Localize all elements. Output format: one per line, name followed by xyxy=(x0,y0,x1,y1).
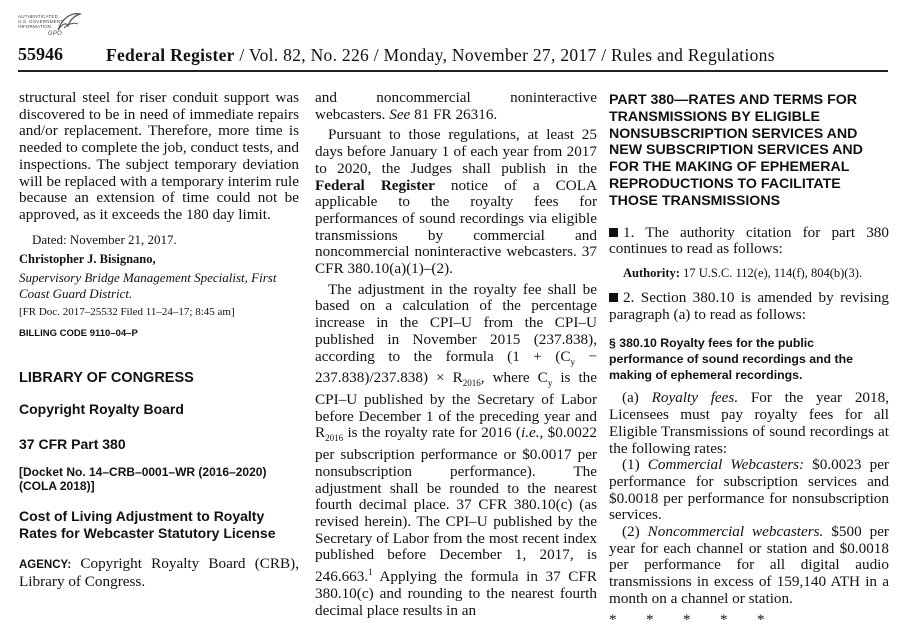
page-header xyxy=(18,44,888,72)
citation-text: / Vol. 82, No. 226 / Monday, November 27, 2017 / Rules and Regulations xyxy=(234,45,775,65)
text-run: (2) xyxy=(622,523,648,541)
ellipsis-stars xyxy=(609,612,889,629)
board-heading: Copyright Royalty Board xyxy=(19,401,184,418)
body-paragraph xyxy=(315,282,597,620)
text-run-italic: i.e., xyxy=(520,424,544,442)
text-run: and noncommercial noninteractive webcasters. xyxy=(315,89,597,123)
paragraph-1 xyxy=(609,457,889,524)
text-run: notice of a COLA applicable to the royalty fees for performances of sound recordings via eligible transmissions by commercial and noncommercial noninteractive webcasters. 37 CFR 380.10(a)(1)–(2). xyxy=(315,176,598,278)
dated-line: Dated: November 21, 2017. xyxy=(32,231,177,247)
amendment-bullet-icon xyxy=(609,228,618,237)
body-paragraph: structural steel for riser conduit support was discovered to be in need of immediate repairs and/or replacement. Therefore, more time is needed to complete the job, conduct tests, and inspections. The subject temporary deviation will be replaced with a temporary interim rule because an extension of time could not be approved, as it exceeds the 180 day limit. xyxy=(19,89,299,223)
text-run: is the royalty rate for 2016 ( xyxy=(343,424,521,442)
paragraph-2 xyxy=(609,524,889,608)
header-citation xyxy=(106,45,775,66)
fr-doc-line: [FR Doc. 2017–25532 Filed 11–24–17; 8:45 am] xyxy=(19,306,235,319)
logo-line: INFORMATION xyxy=(18,24,52,29)
section-heading: § 380.10 Royalty fees for the public performance of sound recordings and the making of ephemeral recordings. xyxy=(609,336,853,383)
text-run: The adjustment in the royalty fee shall be based on a calculation of the percentage increase in the CPI–U from the CPI–U published in November 2015 (237.838), according to the formula (1 + (C xyxy=(315,280,597,365)
authority-label: Authority: xyxy=(623,265,680,280)
text-run: (a) xyxy=(622,389,652,407)
subscript: 2016 xyxy=(462,378,481,389)
text-run-italic: Royalty fees. xyxy=(651,389,739,407)
gpo-authentication-logo xyxy=(18,10,88,44)
publication-name: Federal Register xyxy=(106,45,235,65)
agency-heading: LIBRARY OF CONGRESS xyxy=(19,369,194,386)
subscript: y xyxy=(547,378,553,389)
agency-label: AGENCY: xyxy=(19,558,72,571)
paragraph-a xyxy=(609,390,889,457)
text-run: 2. Section 380.10 is amended by revising paragraph (a) to read as follows: xyxy=(609,288,889,323)
amendment-1 xyxy=(609,225,889,258)
docket-number: [Docket No. 14–CRB–0001–WR (2016–2020) (COLA 2018)] xyxy=(19,464,267,493)
text-run: , where C xyxy=(480,369,548,387)
text-run: $0.0023 per performance for subscription services and $0.0018 per performance for nonsubscription services. xyxy=(609,456,889,524)
text-run: − 237.838)/237.838) × R xyxy=(315,347,597,387)
text-run: Pursuant to those regulations, at least 25 days before January 1 of each year from 2017 to 2020, the Judges shall publish in the xyxy=(315,126,597,177)
column-1 xyxy=(19,90,299,590)
text-run-italic: Noncommercial webcasters. xyxy=(647,523,824,541)
signer-name: Christopher J. Bisignano, xyxy=(19,251,156,266)
text-run: 17 U.S.C. 112(e), 114(f), 804(b)(3). xyxy=(679,265,862,280)
page-number: 55946 xyxy=(18,44,63,64)
logo-line: U.S. GOVERNMENT xyxy=(18,19,64,24)
cfr-heading: 37 CFR Part 380 xyxy=(19,436,126,453)
text-run: is the CPI–U published by the Secretary of Labor before December 1 of the preceding year and R xyxy=(315,369,598,442)
text-run: (1) xyxy=(622,456,648,474)
star: * xyxy=(646,610,654,628)
text-run-bold: Federal Register xyxy=(315,176,435,194)
text-run: 1. The authority citation for part 380 continues to read as follows: xyxy=(609,223,889,258)
logo-gpo: GPO xyxy=(48,31,62,37)
authority-citation xyxy=(623,265,889,281)
subscript: 2016 xyxy=(325,433,344,444)
subscript: y xyxy=(570,356,575,367)
rule-title: Cost of Living Adjustment to Royalty Rates for Webcaster Statutory License xyxy=(19,507,276,541)
signer-title: Supervisory Bridge Management Specialist, First Coast Guard District. xyxy=(19,270,277,302)
footnote-marker[interactable]: 1 xyxy=(368,567,373,578)
amendment-bullet-icon xyxy=(609,293,618,302)
text-run: $0.0022 per subscription performance or $0.0017 per nonsubscription performance). The adjustment shall be rounded to the nearest fourth decimal place. 37 CFR 380.10(c) (as revised herein). The CPI–U published by the Secretary of Labor from the most recent index published before December 1, 2017, is 246.663. xyxy=(315,424,598,586)
text-run-italic: Commercial Webcasters: xyxy=(647,456,805,474)
text-run: For the year 2018, Licensees must pay royalty fees for all Eligible Transmissions of sound recordings at the following rates: xyxy=(609,389,889,457)
agency-text: Copyright Royalty Board (CRB), Library of Congress. xyxy=(19,554,299,590)
body-paragraph xyxy=(315,90,597,123)
part-heading: PART 380—RATES AND TERMS FOR TRANSMISSIONS BY ELIGIBLE NONSUBSCRIPTION SERVICES AND NEW SUBSCRIPTION SERVICES AND FOR THE MAKING OF EPHEMERAL REPRODUCTIONS TO FACILITATE THOSE TRANSMISSIONS xyxy=(609,92,863,209)
column-2 xyxy=(315,90,597,619)
text-run: Applying the formula in 37 CFR 380.10(c) and rounding to the nearest fourth decimal place results in an xyxy=(315,568,597,619)
text-run: $500 per year for each channel or station and $0.0018 per performance for all digital audio transmissions in excess of 159,140 ATH in a month on a channel or station. xyxy=(609,523,889,607)
body-paragraph xyxy=(315,127,597,277)
column-3 xyxy=(609,90,889,628)
text-run-italic: See xyxy=(389,105,411,123)
star: * xyxy=(609,610,617,628)
star: * xyxy=(757,610,765,628)
amendment-2 xyxy=(609,290,889,323)
star: * xyxy=(720,610,728,628)
text-run: 81 FR 26316. xyxy=(410,105,498,123)
eagle-icon xyxy=(54,10,82,36)
star: * xyxy=(683,610,691,628)
logo-line: AUTHENTICATED xyxy=(18,14,59,19)
agency-paragraph xyxy=(19,556,299,590)
billing-code: BILLING CODE 9110–04–P xyxy=(19,328,138,340)
